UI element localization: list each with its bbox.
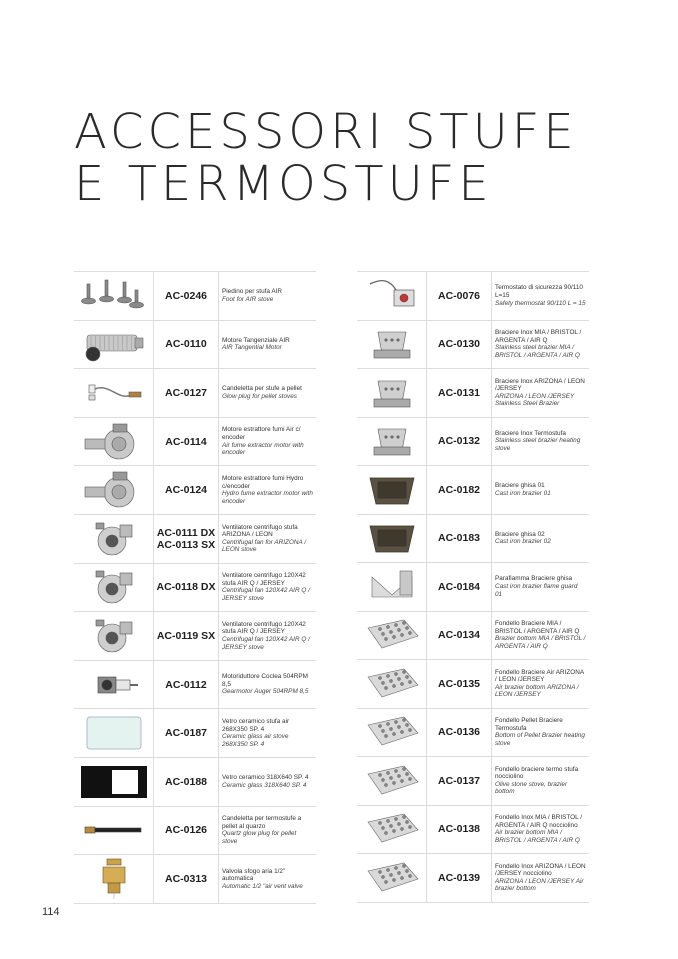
description-italian: Braciere Inox ARIZONA / LEON /JERSEY — [495, 377, 585, 393]
black-glass-icon — [74, 758, 154, 806]
description-english: Cast iron brazier flame guard 01 — [495, 582, 578, 598]
description-english: Hydro fume extractor motor with encoder — [222, 490, 313, 505]
description-english: AIR Tangential Motor — [222, 344, 282, 352]
product-description — [492, 757, 589, 805]
product-row — [357, 369, 589, 418]
description-english: Cast iron brazier 01 — [495, 489, 551, 497]
product-row — [357, 515, 589, 564]
centrifugal-fan-icon — [74, 515, 154, 563]
product-code — [427, 612, 492, 660]
product-code — [154, 466, 219, 514]
description-english: Ceramic glass 318X640 SP. 4 — [222, 781, 307, 789]
product-row — [74, 321, 316, 370]
right-product-table — [357, 271, 589, 903]
description-italian: Piedino per stufa AIR — [222, 288, 283, 296]
product-code-text: AC-0135 — [437, 677, 481, 690]
product-row — [357, 709, 589, 758]
product-row — [74, 564, 316, 613]
grate-icon — [357, 709, 427, 757]
product-description — [492, 272, 589, 320]
product-code-text: AC-0112 — [165, 678, 207, 691]
product-code-text: AC-0313 — [164, 872, 208, 885]
grate-icon — [357, 806, 427, 854]
product-code-text: AC-0119 SX — [156, 629, 216, 642]
description-english: Gearmotor Auger 504RPM 8,5 — [222, 688, 309, 696]
product-code-text: AC-0130 — [437, 338, 481, 351]
product-code-text: AC-0137 — [437, 774, 481, 787]
product-code — [154, 564, 219, 612]
description-italian: Ventilatore centrifugo 120X42 stufa AIR Q / JERSEY — [222, 572, 306, 587]
product-row — [74, 466, 316, 515]
quartz-glow-plug-icon — [74, 807, 154, 855]
product-row — [74, 369, 316, 418]
product-row — [74, 515, 316, 564]
product-code-text: AC-0126 — [164, 824, 208, 837]
product-description — [219, 321, 316, 369]
product-code-text: AC-0127 — [164, 386, 208, 399]
grate-icon — [357, 757, 427, 805]
product-description — [219, 466, 316, 514]
fume-extractor-icon — [74, 466, 154, 514]
brazier-icon — [357, 369, 427, 417]
description-italian: Fondello Pellet Braciere Termostufa — [495, 717, 563, 732]
feet-icon — [74, 272, 154, 320]
product-code — [154, 709, 219, 757]
page-number: 114 — [42, 906, 60, 918]
product-code-text: AC-0111 DX — [156, 526, 216, 539]
product-code-text: AC-0124 — [164, 484, 208, 497]
product-description — [219, 369, 316, 417]
description-italian: Valvola sfogo aria 1/2" automatica — [222, 867, 286, 883]
product-code — [427, 321, 492, 369]
description-italian: Motore Tangenziale AIR — [222, 336, 290, 344]
product-description — [219, 564, 316, 612]
description-english: Glow plug for pellet stoves — [222, 392, 297, 400]
grate-icon — [357, 660, 427, 708]
description-english: Air brazier bottom MIA / BRISTOL / ARGENTA / AIR Q — [495, 829, 580, 844]
cast-iron-brazier-icon — [357, 466, 427, 514]
description-english: Safety thermostat 90/110 L = 15 — [495, 299, 586, 307]
product-code-text: AC-0187 — [164, 727, 208, 740]
fume-extractor-icon — [74, 418, 154, 466]
brazier-icon — [357, 418, 427, 466]
product-row — [74, 855, 316, 904]
product-description — [219, 418, 316, 466]
product-code — [154, 661, 219, 709]
product-row — [357, 418, 589, 467]
product-description — [492, 369, 589, 417]
product-description — [492, 321, 589, 369]
description-english: Automatic 1/2 "air vent valve — [222, 882, 303, 890]
product-description — [219, 709, 316, 757]
product-row — [357, 854, 589, 903]
product-code — [427, 369, 492, 417]
description-italian: Vetro ceramico stufa air 268X350 SP. 4 — [222, 717, 290, 733]
description-italian: Termostato di sicurezza 90/110 L=15 — [495, 284, 583, 299]
product-description — [492, 466, 589, 514]
description-english: Bottom of Pellet Brazier heating stove — [495, 732, 585, 747]
product-description — [219, 807, 316, 855]
product-row — [74, 272, 316, 321]
product-code — [154, 855, 219, 903]
title-line-2: E TERMOSTUFE — [74, 156, 493, 212]
product-code — [154, 612, 219, 660]
description-italian: Parafiamma Braciere ghisa — [495, 575, 573, 583]
product-code-text: AC-0076 — [437, 289, 481, 302]
product-code-text: AC-0188 — [164, 775, 208, 788]
flame-guard-icon — [357, 563, 427, 611]
product-row — [74, 807, 316, 856]
description-italian: Motore estrattore fumi Hydro c/encoder — [222, 474, 304, 490]
description-english: Centrifugal fan for ARIZONA / LEON stove — [222, 538, 307, 554]
grate-icon — [357, 612, 427, 660]
product-code — [154, 321, 219, 369]
product-description — [492, 515, 589, 563]
description-italian: Ventilatore centrifugo 120X42 stufa AIR Q / JERSEY — [222, 620, 306, 636]
tangential-motor-icon — [74, 321, 154, 369]
page-title — [74, 106, 578, 210]
brazier-icon — [357, 321, 427, 369]
product-code-text: AC-0138 — [437, 823, 481, 836]
product-description — [492, 806, 589, 854]
description-italian: Vetro ceramico 318X640 SP. 4 — [222, 774, 309, 782]
product-code-text: AC-0118 DX — [156, 581, 216, 594]
description-italian: Braciere ghisa 02 — [495, 530, 545, 538]
description-english: Stainless steel brazier heating stove — [495, 437, 581, 453]
product-code-text: AC-0139 — [437, 871, 481, 884]
product-code — [427, 563, 492, 611]
description-english: Centrifugal fan 120X42 AIR Q / JERSEY stove — [222, 635, 310, 651]
description-english: ARIZONA / LEON /JERSEY Stainless Steel Brazier — [495, 392, 575, 408]
description-english: Quartz glow plug for pellet stove — [222, 830, 297, 845]
product-description — [219, 612, 316, 660]
description-english: Stainless steel brazier MIA / BRISTOL / ARGENTA / AIR Q — [495, 344, 580, 359]
left-product-table — [74, 271, 316, 904]
product-code — [427, 418, 492, 466]
product-code — [154, 369, 219, 417]
product-row — [357, 321, 589, 370]
product-code-text: AC-0113 SX — [156, 538, 216, 551]
product-code-text: AC-0246 — [164, 289, 208, 302]
description-italian: Fondello Inox MIA / BRISTOL / ARGENTA / AIR Q nocciolino — [495, 814, 583, 829]
product-row — [357, 612, 589, 661]
grate-icon — [357, 854, 427, 902]
title-line-1: ACCESSORI STUFE — [74, 104, 578, 160]
product-description — [219, 515, 316, 563]
product-description — [219, 272, 316, 320]
description-english: ARIZONA / LEON /JERSEY Air brazier bottom — [495, 877, 584, 893]
product-row — [74, 612, 316, 661]
product-code — [154, 807, 219, 855]
product-row — [357, 660, 589, 709]
glass-panel-icon — [74, 709, 154, 757]
product-description — [492, 612, 589, 660]
description-italian: Candeletta per stufe a pellet — [222, 385, 302, 393]
description-italian: Motoriduttore Coclea 504RPM 8,5 — [222, 673, 308, 688]
product-code — [427, 515, 492, 563]
product-row — [357, 466, 589, 515]
product-code — [427, 272, 492, 320]
description-english: Centrifugal fan 120X42 AIR Q / JERSEY stove — [222, 587, 310, 602]
description-english: Air fume extractor motor with encoder — [222, 441, 304, 457]
description-italian: Fondello Braciere Air ARIZONA / LEON /JERSEY — [495, 668, 584, 684]
product-description — [492, 563, 589, 611]
description-english: Foot for AIR stove — [222, 295, 274, 303]
cast-iron-brazier-icon — [357, 515, 427, 563]
product-code-text: AC-0184 — [437, 580, 481, 593]
product-row — [74, 709, 316, 758]
description-italian: Braciere Inox Termostufa — [495, 429, 566, 437]
product-description — [492, 660, 589, 708]
product-description — [492, 709, 589, 757]
product-code — [427, 854, 492, 902]
thermostat-icon — [357, 272, 427, 320]
product-code-text: AC-0132 — [437, 435, 481, 448]
product-code-text: AC-0136 — [437, 726, 481, 739]
product-code — [154, 418, 219, 466]
product-description — [492, 418, 589, 466]
description-italian: Ventilatore centrifugo stufa ARIZONA / LEON — [222, 523, 298, 539]
product-code — [427, 709, 492, 757]
product-code — [427, 757, 492, 805]
centrifugal-fan-icon — [74, 564, 154, 612]
product-code-text: AC-0134 — [437, 629, 481, 642]
product-code — [427, 466, 492, 514]
product-code — [154, 758, 219, 806]
product-description — [219, 855, 316, 903]
product-description — [219, 661, 316, 709]
description-english: Ceramic glass air stove 268X350 SP. 4 — [222, 733, 289, 748]
product-row — [357, 272, 589, 321]
gearmotor-icon — [74, 661, 154, 709]
product-code-text: AC-0183 — [437, 532, 481, 545]
air-valve-icon — [74, 855, 154, 903]
glow-plug-icon — [74, 369, 154, 417]
product-row — [357, 757, 589, 806]
product-code — [154, 272, 219, 320]
product-row — [74, 661, 316, 710]
description-english: Air brazier bottom ARIZONA / LEON /JERSEY — [495, 683, 579, 699]
product-code-text: AC-0110 — [165, 338, 207, 351]
description-italian: Braciere ghisa 01 — [495, 482, 545, 490]
description-english: Cast iron brazier 02 — [495, 538, 551, 546]
description-english: Olive stone stove, brazier bottom — [495, 780, 568, 796]
product-description — [219, 758, 316, 806]
product-code — [427, 660, 492, 708]
description-italian: Motore estrattore fumi Air c/ encoder — [222, 426, 301, 441]
product-description — [492, 854, 589, 902]
centrifugal-fan-icon — [74, 612, 154, 660]
description-italian: Fondello Inox ARIZONA / LEON /JERSEY nocciolino — [495, 862, 586, 878]
product-code — [427, 806, 492, 854]
product-row — [357, 806, 589, 855]
product-code-text: AC-0182 — [437, 483, 481, 496]
product-code-text: AC-0131 — [437, 386, 481, 399]
description-italian: Fondello Braciere MIA / BRISTOL / ARGENTA / AIR Q — [495, 620, 580, 635]
product-row — [74, 758, 316, 807]
description-italian: Braciere Inox MIA / BRISTOL / ARGENTA / AIR Q — [495, 329, 582, 344]
description-italian: Candeletta per termostufe a pellet al quarzo — [222, 815, 302, 830]
description-italian: Fondello braciere termo stufa nocciolino — [495, 765, 579, 781]
product-row — [357, 563, 589, 612]
product-code-text: AC-0114 — [165, 435, 207, 448]
product-row — [74, 418, 316, 467]
product-code — [154, 515, 219, 563]
description-english: Brazier bottom MIA / BRISTOL / ARGENTA / AIR Q — [495, 635, 586, 650]
